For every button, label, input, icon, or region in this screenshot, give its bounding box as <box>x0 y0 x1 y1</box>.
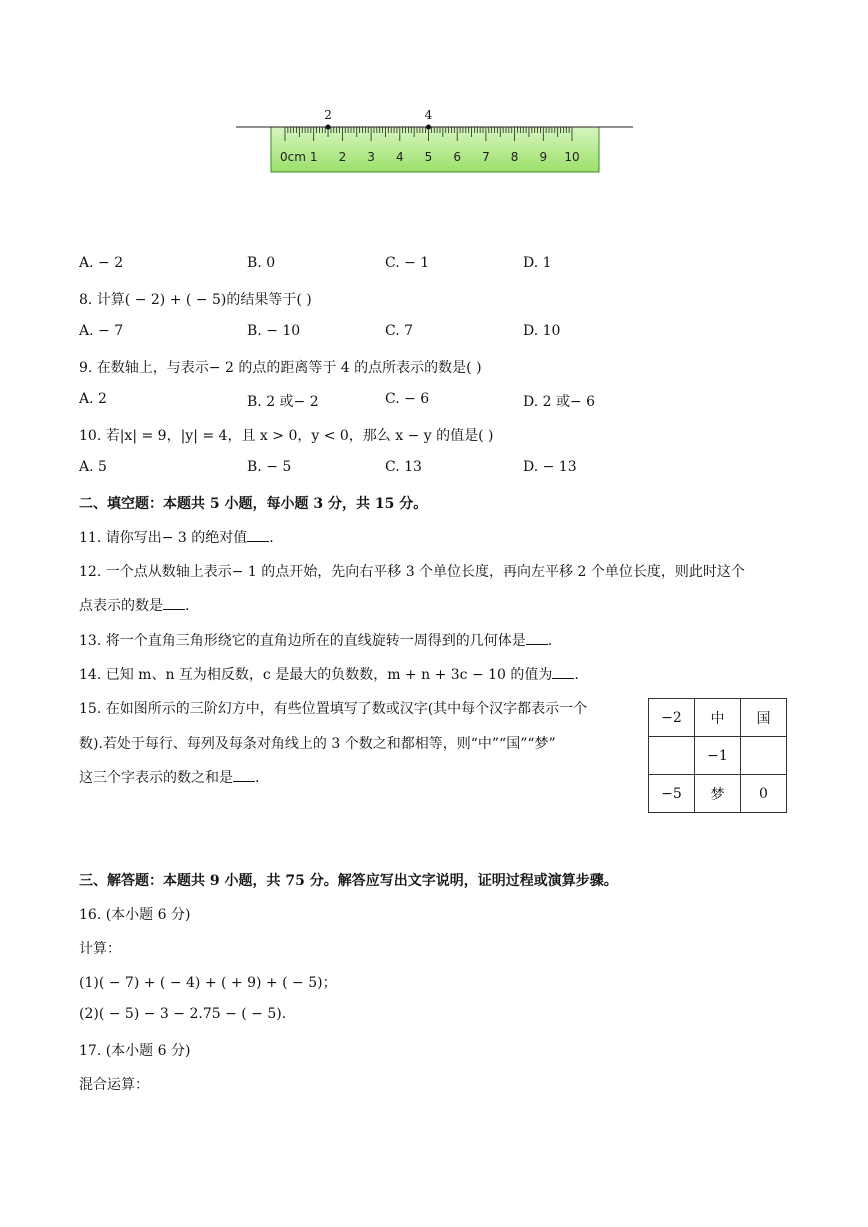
ruler-mark-label: 5 <box>424 150 433 164</box>
ruler-figure <box>236 105 636 180</box>
q10-option-b: B. − 5 <box>247 459 292 475</box>
section-3-heading: 三、解答题：本题共 9 小题，共 75 分。解答应写出文字说明，证明过程或演算步骤。 <box>79 873 618 889</box>
q9-option-d: D. 2 或− 6 <box>523 394 596 410</box>
q13-stem: 13. 将一个直角三角形绕它的直角边所在的直线旋转一周得到的几何体是 <box>79 633 526 649</box>
answer-blank <box>247 529 269 542</box>
ruler-mark-label: 8 <box>510 150 519 164</box>
q11-end: . <box>269 530 274 546</box>
q16-intro: 计算： <box>79 941 121 957</box>
magic-row <box>649 775 787 813</box>
magic-row <box>649 737 787 775</box>
q9-option-c: C. − 6 <box>385 391 430 407</box>
q7-option-a: A. − 2 <box>79 255 124 271</box>
q10-option-d: D. − 13 <box>523 459 577 475</box>
ruler-mark-label: 10 <box>564 150 580 164</box>
q10-stem: 10. 若|x| = 9，|y| = 4，且 x > 0，y < 0，那么 x − y 的值是( ) <box>79 428 494 444</box>
q15-line3 <box>79 767 259 787</box>
section-2-heading: 二、填空题：本题共 5 小题，每小题 3 分，共 15 分。 <box>79 496 428 512</box>
q10-option-c: C. 13 <box>385 459 422 475</box>
magic-cell: −2 <box>649 699 695 737</box>
ruler-mark-label: 2 <box>338 150 347 164</box>
q16-part-1: (1)( − 7) + ( − 4) + ( + 9) + ( − 5)； <box>79 975 337 991</box>
q14-end: . <box>574 667 579 683</box>
answer-blank <box>526 632 548 645</box>
q14-stem: 14. 已知 m、n 互为相反数，c 是最大的负数数，m + n + 3c − 10 的值为 <box>79 667 553 683</box>
point-label: 4 <box>424 108 433 122</box>
q13-end: . <box>547 633 553 649</box>
q12-line2 <box>79 595 189 615</box>
q7-option-d: D. 1 <box>523 255 552 271</box>
magic-cell: 中 <box>695 699 741 737</box>
q8-option-a: A. − 7 <box>79 323 124 339</box>
magic-cell <box>649 737 695 775</box>
number-line-point <box>326 125 331 130</box>
point-label: 2 <box>324 108 332 122</box>
q7-option-c: C. − 1 <box>385 255 430 271</box>
magic-cell: 国 <box>741 699 787 737</box>
q9-stem: 9. 在数轴上，与表示− 2 的点的距离等于 4 的点所表示的数是( ) <box>79 360 482 376</box>
ruler-mark-label: 6 <box>453 150 462 164</box>
q9-option-b: B. 2 或− 2 <box>247 394 319 410</box>
q16-part-2: (2)( − 5) − 3 − 2.75 − ( − 5). <box>79 1006 287 1022</box>
ruler-mark-label: 3 <box>367 150 375 164</box>
ruler-mark-label: 7 <box>482 150 490 164</box>
q9-option-a: A. 2 <box>79 391 107 407</box>
q15-stem-end: 这三个字表示的数之和是 <box>79 770 233 786</box>
q11-stem: 11. 请你写出− 3 的绝对值 <box>79 530 248 546</box>
answer-blank <box>233 769 255 782</box>
q17-intro: 混合运算： <box>79 1077 149 1093</box>
q15-line1: 15. 在如图所示的三阶幻方中，有些位置填写了数或汉字(其中每个汉字都表示一个 <box>79 701 588 717</box>
magic-square <box>648 698 787 813</box>
ruler-mark-label: 9 <box>539 150 548 164</box>
magic-cell: −1 <box>695 737 741 775</box>
magic-cell: 梦 <box>695 775 741 813</box>
q8-option-c: C. 7 <box>385 323 414 339</box>
magic-cell: 0 <box>741 775 787 813</box>
q15-end: . <box>255 770 260 786</box>
magic-row <box>649 699 787 737</box>
magic-cell <box>741 737 787 775</box>
q8-option-b: B. − 10 <box>247 323 301 339</box>
answer-blank <box>552 666 574 679</box>
ruler-diagram <box>236 105 636 180</box>
q15-line2: 数).若处于每行、每列及每条对角线上的 3 个数之和都相等，则“中”“国”“梦” <box>79 736 556 752</box>
q12-line1: 12. 一个点从数轴上表示− 1 的点开始，先向右平移 3 个单位长度，再向左平移 2 个单位长度，则此时这个 <box>79 564 745 580</box>
q16-heading: 16. (本小题 6 分) <box>79 907 191 923</box>
q17-heading: 17. (本小题 6 分) <box>79 1043 191 1059</box>
q10-option-a: A. 5 <box>79 459 107 475</box>
answer-blank <box>163 597 185 610</box>
q7-option-b: B. 0 <box>247 255 276 271</box>
q8-option-d: D. 10 <box>523 323 561 339</box>
ruler-mark-label: 1 <box>309 150 318 164</box>
q14-text <box>79 664 579 684</box>
ruler-mark-label: 4 <box>395 150 404 164</box>
ruler-body-rect <box>271 127 599 172</box>
magic-cell: −5 <box>649 775 695 813</box>
q11-text <box>79 527 274 547</box>
q13-text <box>79 630 552 650</box>
number-line-point <box>426 125 431 130</box>
q12-end: . <box>185 598 190 614</box>
ruler-mark-label: 0cm <box>280 150 306 164</box>
q8-stem: 8. 计算( − 2) + ( − 5)的结果等于( ) <box>79 292 312 308</box>
q12-stem-end: 点表示的数是 <box>79 598 163 614</box>
